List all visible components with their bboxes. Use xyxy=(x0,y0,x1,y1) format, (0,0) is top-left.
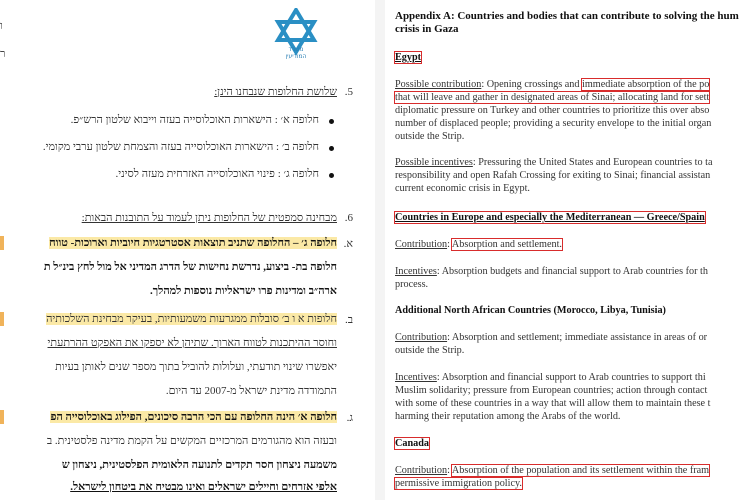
egypt-contribution-line-2: that will leave and gather in designated areas of Sinai; allocating land for sett xyxy=(395,92,710,103)
north-africa-incentives-line-3: with some of these countries in a way that will allow them to maintain these t xyxy=(395,398,711,409)
page-gutter xyxy=(375,0,385,500)
highlight-edge-mark xyxy=(0,236,4,250)
highlight-edge-mark xyxy=(0,312,4,326)
egypt-incentives-line-1: Possible incentives: Pressuring the United States and European countries to ta xyxy=(395,157,713,168)
edge-letter: ר xyxy=(0,48,6,60)
item-gimel-line-1: חלופה א׳ הינה החלופה עם הכי הרבה סיכונים, הפילוג באוכלוסייה הפ xyxy=(50,411,337,423)
option-c: חלופה ג׳ : פינוי האוכלוסייה האזרחית מעזה לסיני. xyxy=(115,168,319,180)
item-bet-line-3: יאפשרו שינוי תודעתי, ועלולות להוביל בתוך מספר שנים לאותן בעיות xyxy=(55,361,337,373)
item-alef-line-2: חלופה בת- ביצוע, נדרשת נחישות של הדרג המדיני אל מול לחץ בינ״ל ת xyxy=(43,261,337,273)
section-5-number: 5. xyxy=(344,86,353,98)
item-bet-line-2: וחוסר ההיתכנות לטווח הארוך. שתיהן לא יספקו את האפקט ההרתעתי xyxy=(47,337,337,349)
item-alef-line-1: חלופה ג׳ – החלופה שתניב תוצאות אסטרטגיות חיוביות וארוכות- טווח xyxy=(49,237,337,249)
north-africa-incentives-line-2: Muslim solidarity; pressure from European countries; action through contact xyxy=(395,385,708,396)
bullet-icon xyxy=(329,119,334,124)
item-alef-letter: א. xyxy=(343,238,353,250)
edge-letter: ו xyxy=(0,20,3,32)
appendix-title-line-2: crisis in Gaza xyxy=(395,23,459,35)
item-bet-line-4: התמודדה מדינת ישראל מ-2007 עד היום. xyxy=(165,385,337,397)
item-gimel-line-2: ובעזה הוא מהגורמים המרכזיים המקשים על הקמת מדינה פלסטינית. ב xyxy=(46,435,337,447)
north-africa-incentives-line-1: Incentives: Absorption and financial support to Arab countries to support thi xyxy=(395,372,706,383)
canada-contribution-line-1: Contribution: Absorption of the population and its settlement within the fram xyxy=(395,465,710,476)
north-africa-incentives-line-4: harming their reputation among the Arabs of the world. xyxy=(395,411,621,422)
europe-heading: Countries in Europe and especially the Mediterranean — Greece/Spain xyxy=(395,212,705,223)
appendix-title-line-1: Appendix A: Countries and bodies that can contribute to solving the hum xyxy=(395,10,739,22)
egypt-contribution-line-5: outside the Strip. xyxy=(395,131,465,142)
item-gimel-line-3: משמעה ניצחון חסר תקדים לתנועה הלאומית הפלסטינית, ניצחון ש xyxy=(61,459,337,471)
egypt-contribution-line-3: diplomatic pressure on Turkey and other countries to prioritize this over abso xyxy=(395,105,710,116)
ministry-logo xyxy=(262,8,330,62)
option-b: חלופה ב׳ : הישארות האוכלוסייה בעזה והצמחת שלטון ערבי מקומי. xyxy=(42,141,319,153)
logo-text: משרד המודיעין xyxy=(285,46,307,60)
highlight-edge-mark xyxy=(0,410,4,424)
egypt-contribution-line-4: number of displaced people; providing a security envelope to the initial organ xyxy=(395,118,712,129)
europe-contribution: Contribution: Absorption and settlement. xyxy=(395,239,562,250)
section-6-number: 6. xyxy=(344,212,353,224)
north-africa-contribution-line-1: Contribution: Absorption and settlement; immediate assistance in areas of or xyxy=(395,332,708,343)
item-gimel-letter: ג. xyxy=(346,412,353,424)
egypt-incentives-line-3: current economic crisis in Egypt. xyxy=(395,183,530,194)
option-a: חלופה א׳ : הישארות האוכלוסייה בעזה וייבוא שלטון הרש״פ. xyxy=(70,114,319,126)
canada-heading: Canada xyxy=(395,438,429,449)
item-alef-line-3: ארה״ב ומדינות פרו ישראליות נוספות למהלך. xyxy=(150,285,337,297)
egypt-contribution-line-1: Possible contribution: Opening crossings and immediate absorption of the po xyxy=(395,79,710,90)
item-bet-line-1: חלופות א ו ב׳ סובלות ממגרעות משמעותיות, בעיקר מבחינת השלכותיה xyxy=(46,313,337,325)
section-6-heading: מבחינה סמפטית של החלופות ניתן לעמוד על התובנות הבאות: xyxy=(81,212,337,224)
north-africa-contribution-line-2: outside the Strip. xyxy=(395,345,465,356)
north-africa-heading: Additional North African Countries (Morocco, Libya, Tunisia) xyxy=(395,305,666,316)
bullet-icon xyxy=(329,173,334,178)
egypt-incentives-line-2: responsibility and open Rafah Crossing for exiting to Sinai; financial assistan xyxy=(395,170,711,181)
item-bet-letter: ב. xyxy=(344,314,353,326)
europe-incentives-line-2: process. xyxy=(395,279,429,290)
item-gimel-line-4: אלפי אזרחים וחיילים ישראלים ואינו מבטיח את ביטחון לישראל. xyxy=(70,481,337,493)
egypt-heading: Egypt xyxy=(395,52,422,63)
english-document-page xyxy=(385,0,750,500)
europe-incentives-line-1: Incentives: Absorption budgets and financial support to Arab countries for th xyxy=(395,266,708,277)
bullet-icon xyxy=(329,146,334,151)
canada-contribution-line-2: permissive immigration policy. xyxy=(395,478,522,489)
section-5-heading: שלושת החלופות שנבחנו הינן: xyxy=(214,86,337,98)
